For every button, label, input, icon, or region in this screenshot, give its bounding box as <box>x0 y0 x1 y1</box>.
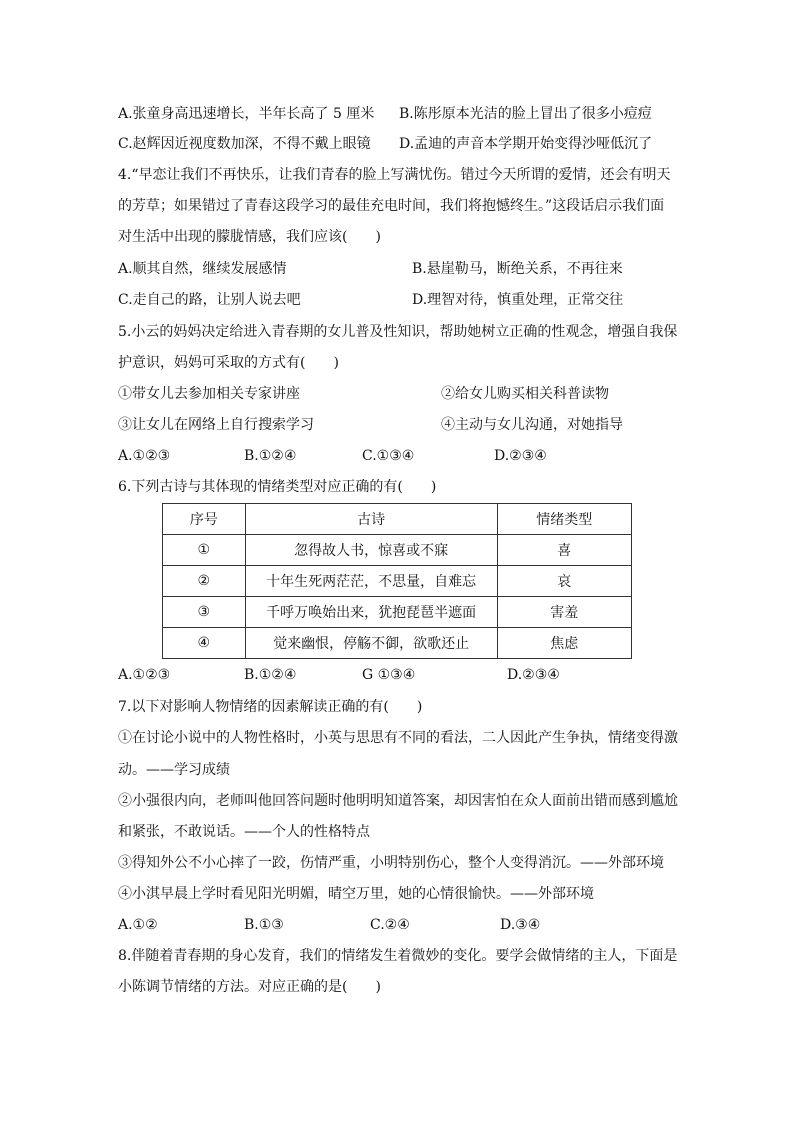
table-cell-emotion: 害羞 <box>497 597 631 628</box>
table-cell-poem: 十年生死两茫茫，不思量，自难忘 <box>245 566 497 597</box>
q7-option-b: B.①③ <box>244 917 284 933</box>
q3-option-c: C.赵辉因近视度数加深，不得不戴上眼镜 <box>118 136 371 152</box>
q5-stem-line: 护意识，妈妈可采取的方式有( ) <box>118 355 339 371</box>
column-header-emotion: 情绪类型 <box>497 504 631 535</box>
q4-stem-line: 的芳草；如果错过了青春这段学习的最佳充电时间，我们将抱憾终生。”这段话启示我们面 <box>118 198 665 214</box>
table-header-row <box>163 504 632 535</box>
table-cell-emotion: 喜 <box>497 535 631 566</box>
table-cell-poem: 忽得故人书，惊喜或不寐 <box>245 535 497 566</box>
column-header-number: 序号 <box>163 504 246 535</box>
q5-option-d: D.②③④ <box>494 448 547 464</box>
q7-statement-line: 和紧张，不敢说话。——个人的性格特点 <box>118 824 370 840</box>
column-header-poem: 古诗 <box>245 504 497 535</box>
table-row <box>163 566 632 597</box>
q7-option-c: C.②④ <box>370 917 410 933</box>
q5-item-3: ③让女儿在网络上自行搜索学习 <box>118 417 314 433</box>
q4-option-c: C.走自己的路，让别人说去吧 <box>118 292 301 308</box>
q8-stem-line: 小陈调节情绪的方法。对应正确的是( ) <box>118 979 381 995</box>
q7-option-d: D.③④ <box>500 917 541 933</box>
poem-emotion-table <box>162 503 632 659</box>
q7-statement-line: ③得知外公不小心摔了一跤，伤情严重，小明特别伤心，整个人变得消沉。——外部环境 <box>118 855 664 871</box>
q5-item-1: ①带女儿去参加相关专家讲座 <box>118 386 300 402</box>
q7-stem: 7.以下对影响人物情绪的因素解读正确的有( ) <box>118 699 423 715</box>
q4-stem-line: 对生活中出现的朦胧情感，我们应该( ) <box>118 229 381 245</box>
q6-option-c: G ①③④ <box>362 667 416 683</box>
q5-option-b: B.①②④ <box>244 448 297 464</box>
q3-option-a: A.张童身高迅速增长，半年长高了 5 厘米 <box>118 106 375 122</box>
table-cell-poem: 千呼万唤始出来，犹抱琵琶半遮面 <box>245 597 497 628</box>
q7-option-a: A.①② <box>118 917 158 933</box>
table-row <box>163 535 632 566</box>
table-row <box>163 597 632 628</box>
q7-statement-line: ①在讨论小说中的人物性格时，小英与思思有不同的看法，二人因此产生争执，情绪变得激 <box>118 730 678 746</box>
q3-option-d: D.孟迪的声音本学期开始变得沙哑低沉了 <box>399 136 653 152</box>
table-cell-emotion: 哀 <box>497 566 631 597</box>
q7-statement-line: ②小强很内向，老师叫他回答问题时他明明知道答案，却因害怕在众人面前出错而感到尴尬 <box>118 793 678 809</box>
table-cell-emotion: 焦虑 <box>497 628 631 659</box>
q4-option-d: D.理智对待，慎重处理，正常交往 <box>412 292 624 308</box>
table-cell-number: ① <box>163 535 246 566</box>
table-cell-number: ③ <box>163 597 246 628</box>
q7-statement-line: ④小淇早晨上学时看见阳光明媚，晴空万里，她的心情很愉快。——外部环境 <box>118 886 594 902</box>
q3-option-b: B.陈彤原本光洁的脸上冒出了很多小痘痘 <box>399 106 652 122</box>
table-cell-poem: 觉来幽恨，停觞不御，欲歌还止 <box>245 628 497 659</box>
q6-option-b: B.①②④ <box>244 667 297 683</box>
table-cell-number: ② <box>163 566 246 597</box>
q4-option-b: B.悬崖勒马，断绝关系，不再往来 <box>412 261 623 277</box>
q4-stem-line: 4.“早恋让我们不再快乐，让我们青春的脸上写满忧伤。错过今天所谓的爱情，还会有明天 <box>118 167 671 183</box>
q5-stem-line: 5.小云的妈妈决定给进入青春期的女儿普及性知识，帮助她树立正确的性观念，增强自我保 <box>118 324 678 340</box>
table-cell-number: ④ <box>163 628 246 659</box>
q8-stem-line: 8.伴随着青春期的身心发育，我们的情绪发生着微妙的变化。要学会做情绪的主人，下面是 <box>118 948 678 964</box>
q6-option-d: D.②③④ <box>507 667 560 683</box>
table-row <box>163 628 632 659</box>
q5-option-a: A.①②③ <box>118 448 171 464</box>
q6-option-a: A.①②③ <box>118 667 171 683</box>
q5-item-4: ④主动与女儿沟通，对她指导 <box>441 417 623 433</box>
q5-item-2: ②给女儿购买相关科普读物 <box>441 386 609 402</box>
q7-statement-line: 动。——学习成绩 <box>118 762 230 778</box>
q4-option-a: A.顺其自然，继续发展感情 <box>118 261 287 277</box>
q6-stem: 6.下列古诗与其体现的情绪类型对应正确的有( ) <box>118 479 437 495</box>
q5-option-c: C.①③④ <box>362 448 415 464</box>
